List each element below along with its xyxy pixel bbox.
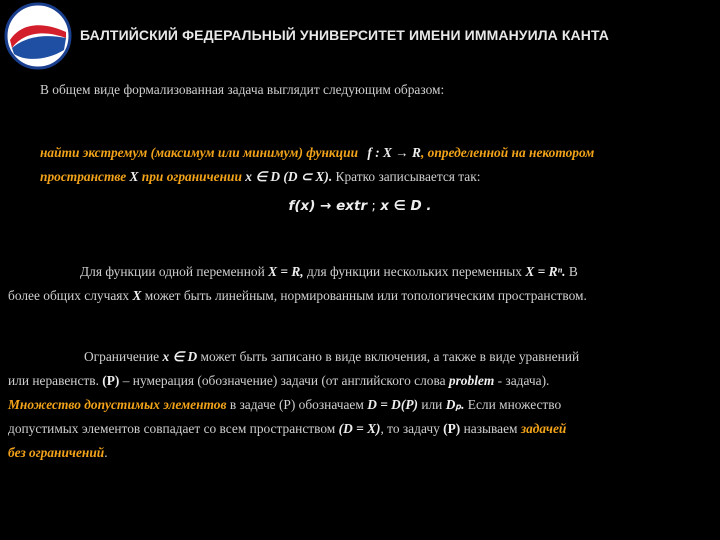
formula-lhs: f(x)	[288, 198, 316, 214]
para3-math-2: (P)	[98, 373, 120, 388]
para2-text-5: может быть линейным, нормированным или топологическим пространством.	[141, 288, 587, 303]
task-paren-close: ).	[324, 169, 333, 184]
para3-text-2: может быть записано в виде включения, а также в виде уравнений	[197, 349, 580, 364]
task-text-1: найти экстремум (максимум или минимум) функции	[40, 145, 359, 160]
task-text-3: пространстве	[40, 169, 127, 184]
para3-text-4: – нумерация (обозначение) задачи (от английского слова	[119, 373, 449, 388]
para2-math-1: X = R,	[264, 264, 304, 279]
para3-text-5: - задача).	[494, 373, 550, 388]
para3-text-3: или неравенств.	[8, 373, 99, 388]
para3-text-6: в задаче (P) обозначаем	[226, 397, 364, 412]
university-title: БАЛТИЙСКИЙ ФЕДЕРАЛЬНЫЙ УНИВЕРСИТЕТ ИМЕНИ ИММАНУИЛА КАНТА	[80, 27, 609, 43]
para3-text-12: .	[104, 445, 108, 460]
task-condition: x ∈ D	[241, 169, 281, 184]
formula-rhs: extr	[336, 198, 368, 214]
para2-text-2: для функции нескольких переменных	[303, 264, 522, 279]
header-bar	[0, 0, 720, 72]
para2-math-3: X	[129, 288, 142, 303]
intro-text: В общем виде формализованная задача выглядит следующим образом:	[40, 82, 445, 97]
para3-orange-2: задачей	[520, 421, 567, 436]
para3-math-1: x ∈ D	[159, 349, 198, 364]
para3-math-7: (P)	[439, 421, 461, 436]
formula-condition: x ∈ D	[380, 198, 422, 214]
para3-text-7: или	[417, 397, 443, 412]
task-colon: :	[371, 145, 383, 160]
paragraph-2	[8, 260, 714, 308]
para3-text-9: допустимых элементов совпадает со всем пространством	[8, 421, 336, 436]
formula-end: .	[421, 198, 432, 214]
para3-text-11: называем	[460, 421, 521, 436]
para3-math-4: D = D(P)	[363, 397, 418, 412]
formula-sep: ;	[367, 198, 381, 214]
task-arrow: →	[391, 145, 413, 160]
para2-text-3: В	[565, 264, 578, 279]
task-f: f	[367, 145, 372, 160]
para3-text-1: Ограничение	[84, 349, 160, 364]
task-D: D	[287, 169, 298, 184]
para3-text-10: , то задачу	[380, 421, 440, 436]
task-text-4: при ограничении	[138, 169, 242, 184]
para2-text-1: Для функции одной переменной	[80, 264, 265, 279]
task-X3: X	[315, 169, 325, 184]
para3-problem: problem	[448, 373, 495, 388]
formula-arrow: →	[315, 198, 337, 214]
task-subset: ⊂	[297, 169, 316, 184]
para2-text-4: более общих случаях	[8, 288, 130, 303]
task-statement	[40, 141, 720, 189]
para2-math-2: X = Rⁿ.	[521, 264, 566, 279]
task-X: X	[383, 145, 392, 160]
task-paren-open: (	[280, 169, 288, 184]
task-text-2: , определенной на некотором	[420, 145, 595, 160]
task-short: Кратко записывается так:	[332, 169, 481, 184]
university-logo	[4, 2, 72, 70]
task-R: R	[412, 145, 421, 160]
para3-orange-1: Множество допустимых элементов	[8, 397, 227, 412]
task-X2: X	[126, 169, 139, 184]
para3-math-6: (D = X)	[335, 421, 381, 436]
para3-math-5: Dₚ.	[442, 397, 465, 412]
para3-text-8: Если множество	[464, 397, 562, 412]
formula	[0, 198, 720, 214]
para3-orange-3: без ограничений	[8, 445, 105, 460]
paragraph-3	[8, 345, 714, 465]
